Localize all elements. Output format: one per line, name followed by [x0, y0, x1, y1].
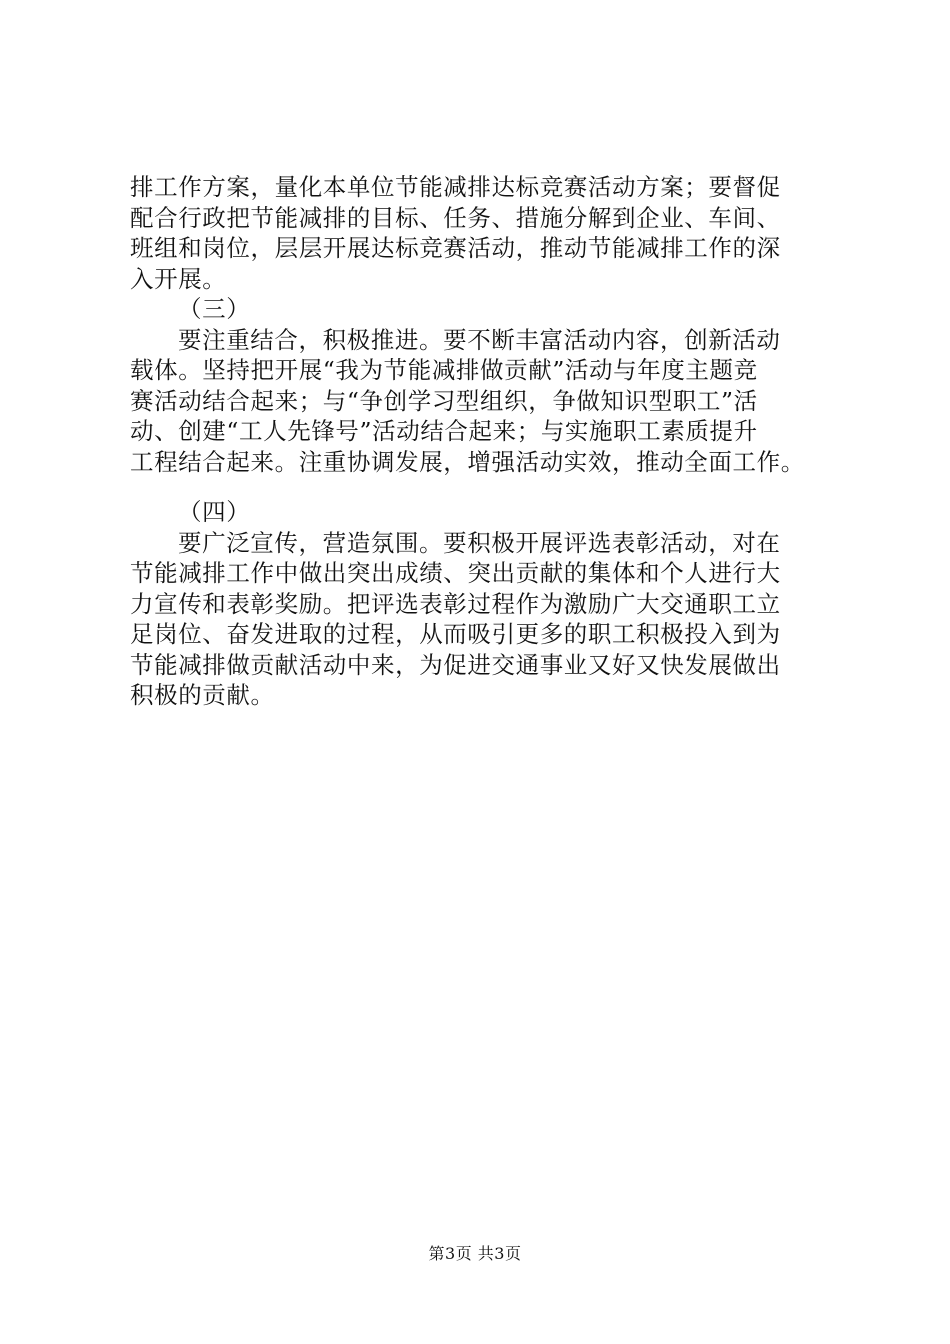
text-line: 动、创建“工人先锋号”活动结合起来；与实施职工素质提升 [130, 417, 758, 445]
paragraph-spacer [130, 477, 835, 497]
document-body [130, 172, 835, 711]
text-line: 排工作方案，量化本单位节能减排达标竞赛活动方案；要督促 [130, 173, 781, 201]
text-line: 积极的贡献。 [130, 681, 275, 709]
text-line: 配合行政把节能减排的目标、任务、措施分解到企业、车间、 [130, 203, 781, 232]
text-line: 要注重结合，积极推进。要不断丰富活动内容，创新活动 [178, 325, 781, 354]
text-line: 节能减排做贡献活动中来，为促进交通事业又好又快发展做出 [130, 650, 781, 679]
paragraph-section-4 [130, 528, 835, 711]
text-line: 入开展。 [130, 264, 227, 293]
text-line: 足岗位、奋发进取的过程，从而吸引更多的职工积极投入到为 [130, 620, 781, 648]
paragraph-intro [130, 172, 835, 294]
text-line: 节能减排工作中做出突出成绩、突出贡献的集体和个人进行大 [130, 559, 781, 587]
text-line: 要广泛宣传，营造氛围。要积极开展评选表彰活动，对在 [178, 528, 781, 557]
text-line: 赛活动结合起来；与“争创学习型组织，争做知识型职工”活 [130, 386, 758, 415]
text-line: 载体。坚持把开展“我为节能减排做贡献”活动与年度主题竞 [130, 356, 758, 384]
text-line: 力宣传和表彰奖励。把评选表彰过程作为激励广大交通职工立 [130, 589, 781, 618]
paragraph-section-3 [130, 325, 835, 478]
page-number-footer: 第3页 共3页 [428, 1244, 522, 1263]
section-4-heading: （四） [178, 498, 251, 526]
section-3-heading: （三） [178, 295, 251, 323]
text-line: 工程结合起来。注重协调发展，增强活动实效，推动全面工作。 [130, 447, 805, 476]
text-line: 班组和岗位，层层开展达标竞赛活动，推动节能减排工作的深 [130, 234, 781, 262]
